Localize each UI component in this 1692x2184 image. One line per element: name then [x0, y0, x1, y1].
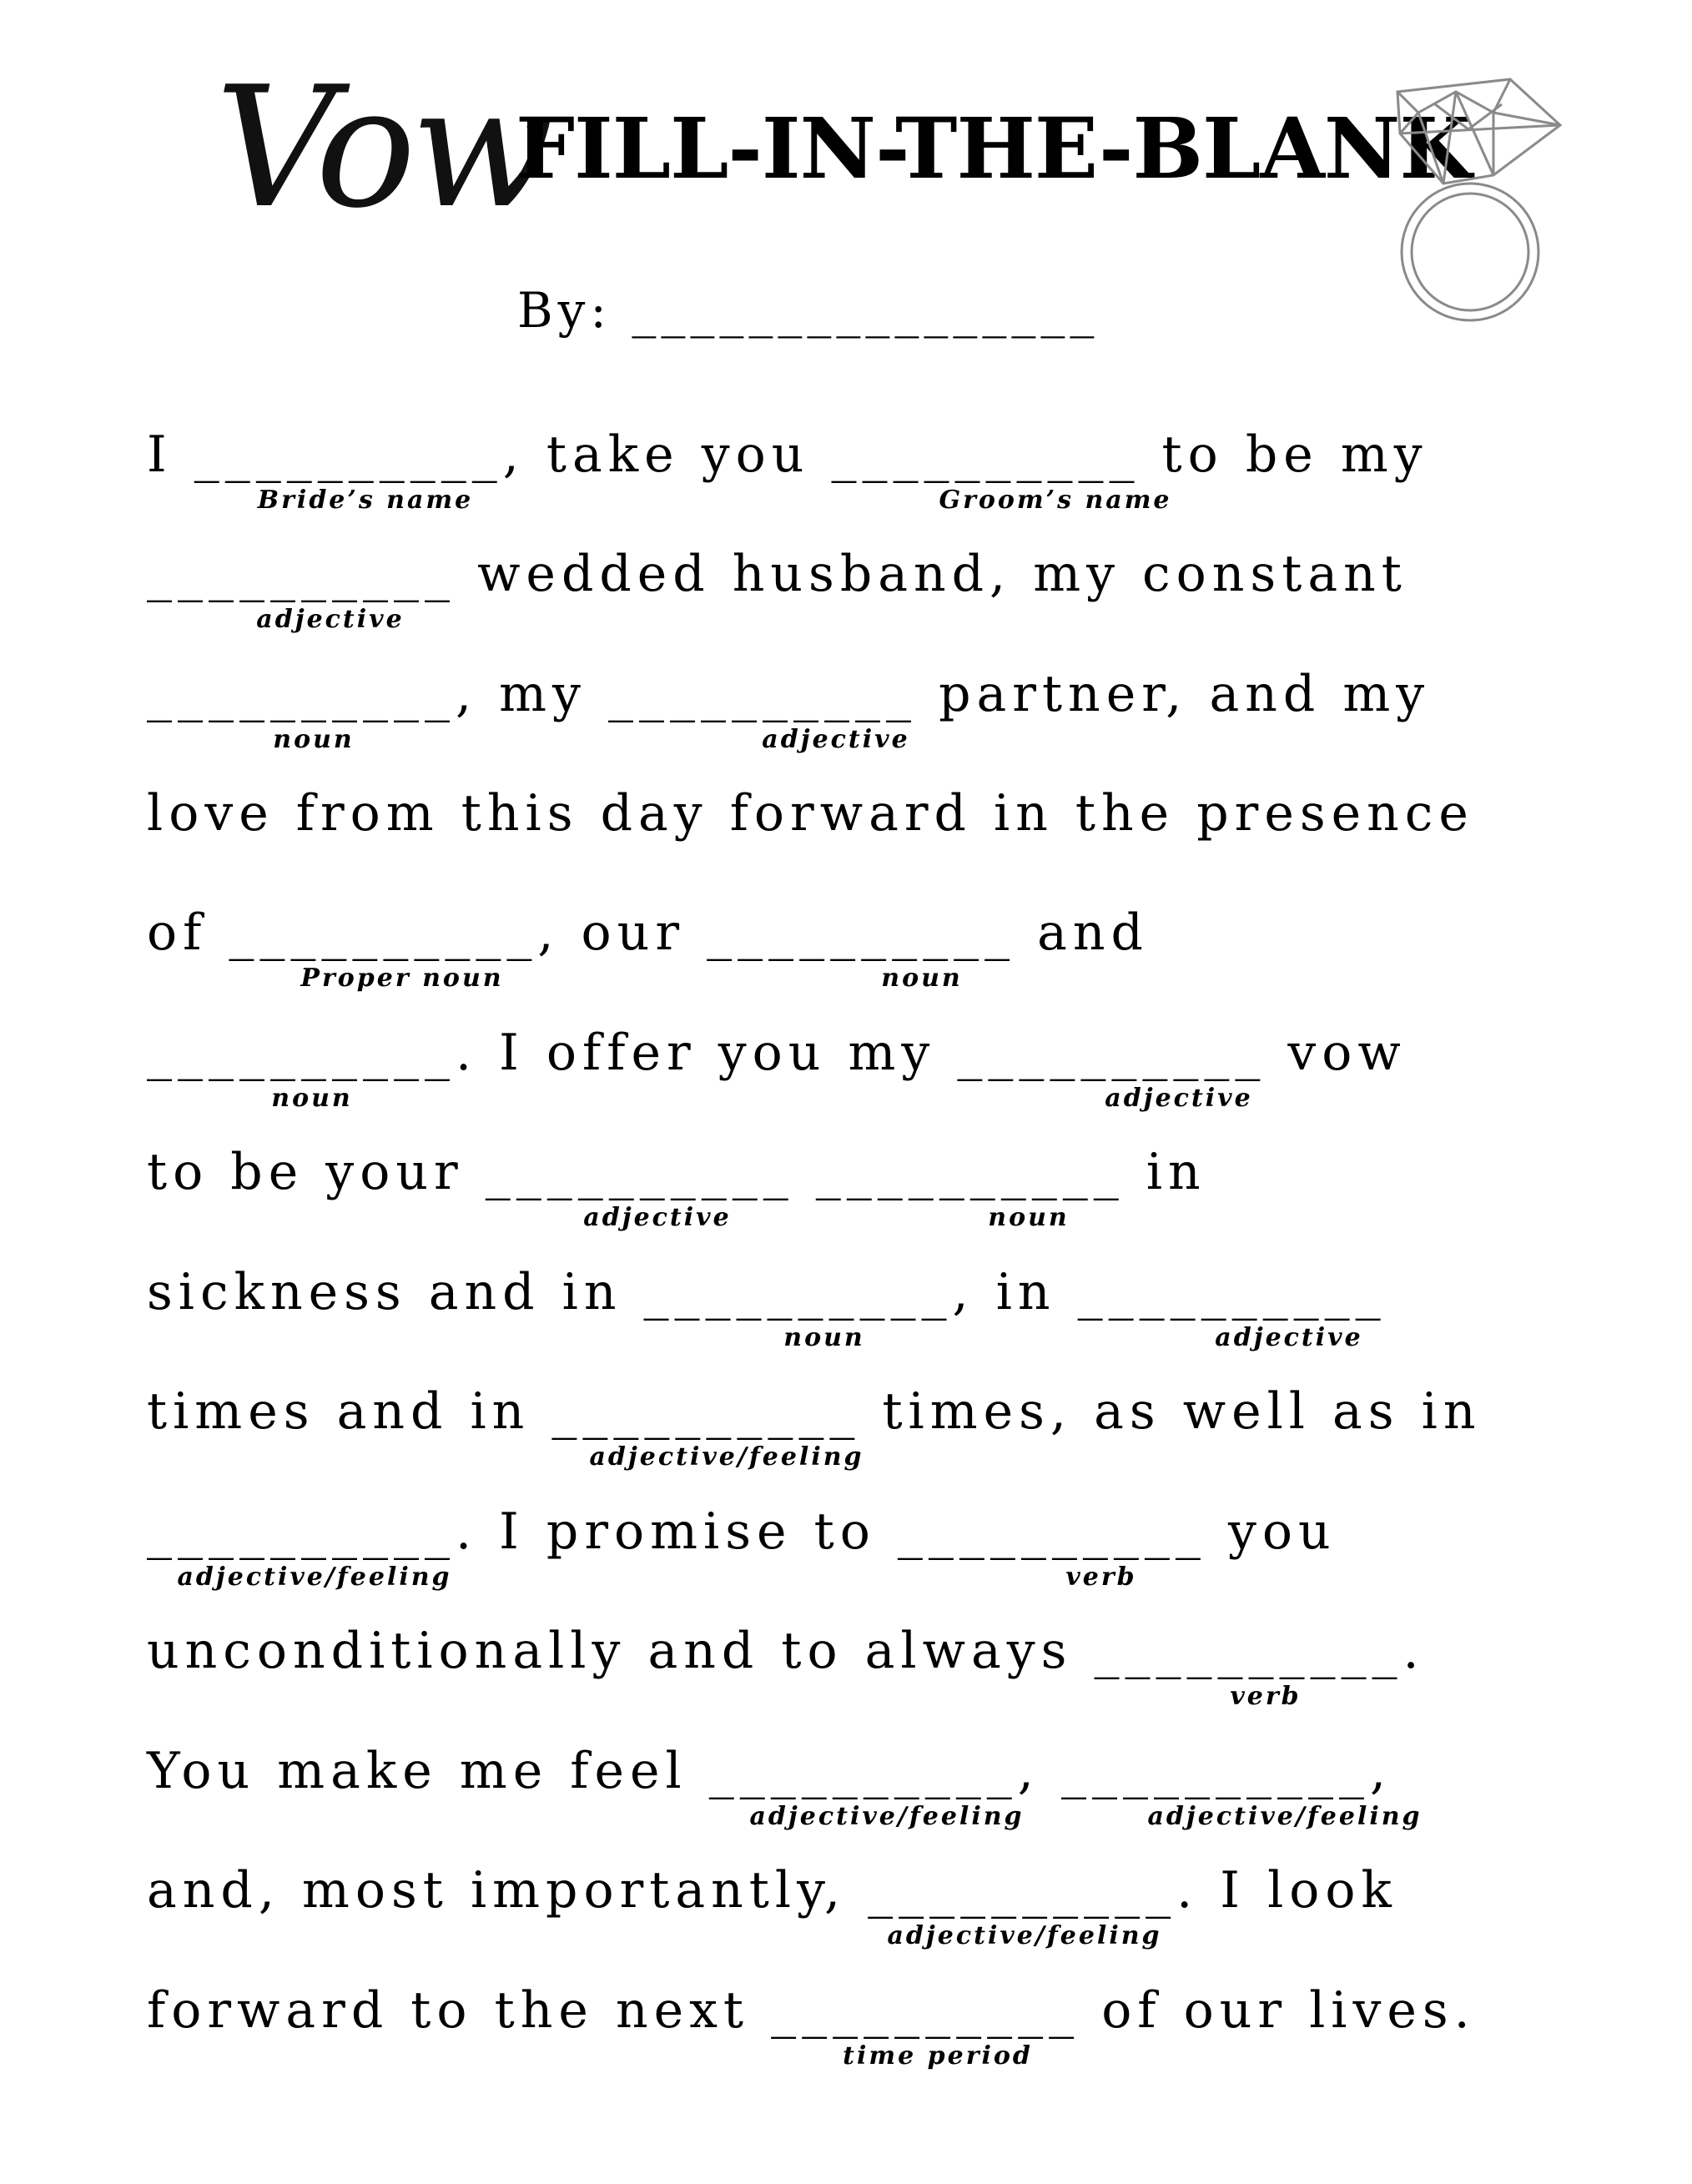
- blank-hint-label: noun: [273, 725, 355, 754]
- blank-hint-label: noun: [271, 1084, 353, 1113]
- blank-hint-label: adjective: [256, 605, 405, 634]
- blank-hint-label: Bride’s name: [257, 486, 474, 515]
- vow-line: times and in __________ times, as well as in: [147, 1382, 1482, 1441]
- blank-hint-label: verb: [1065, 1563, 1137, 1592]
- vow-line: __________. I promise to __________ you: [147, 1502, 1337, 1561]
- page-title: FILL-IN-THE-BLANK: [516, 99, 1472, 198]
- blank-hint-label: noun: [988, 1203, 1070, 1232]
- blank-hint-label: Proper noun: [300, 964, 504, 993]
- blank-hint-label: adjective: [1215, 1323, 1363, 1352]
- vow-line: __________, my __________ partner, and my: [147, 665, 1431, 723]
- blank-hint-label: time period: [843, 2041, 1033, 2071]
- vow-line: __________ wedded husband, my constant: [147, 545, 1407, 603]
- blank-hint-label: noun: [881, 964, 963, 993]
- blank-hint-label: noun: [783, 1323, 865, 1352]
- blank-hint-label: adjective/feeling: [1147, 1802, 1423, 1831]
- vow-line: of __________, our __________ and: [147, 903, 1149, 962]
- vow-line: __________. I offer you my __________ vow: [147, 1024, 1407, 1082]
- title-script-vow: Vow: [215, 51, 549, 245]
- blank-hint-label: adjective/feeling: [589, 1442, 864, 1472]
- blank-hint-label: Groom’s name: [939, 486, 1172, 515]
- vow-line: You make me feel __________, __________,: [147, 1742, 1392, 1800]
- author-line: By: ________________: [517, 282, 1100, 339]
- blank-hint-label: adjective/feeling: [749, 1802, 1025, 1831]
- vow-line: forward to the next __________ of our lives.: [147, 1981, 1476, 2040]
- vow-line: sickness and in __________, in __________: [147, 1263, 1387, 1321]
- vow-line: unconditionally and to always __________.: [147, 1622, 1425, 1680]
- vow-line: and, most importantly, __________. I look: [147, 1861, 1397, 1920]
- diamond-ring-icon: [1368, 75, 1569, 325]
- vow-line: I __________, take you __________ to be my: [147, 425, 1428, 484]
- blank-hint-label: adjective/feeling: [887, 1921, 1162, 1950]
- blank-hint-label: adjective: [1105, 1084, 1253, 1113]
- vow-line: to be your __________ __________ in: [147, 1143, 1206, 1201]
- blank-hint-label: adjective: [762, 725, 910, 754]
- blank-hint-label: adjective: [583, 1203, 732, 1232]
- vow-line: love from this day forward in the presence: [147, 784, 1474, 843]
- blank-hint-label: verb: [1230, 1682, 1302, 1711]
- blank-hint-label: adjective/feeling: [177, 1563, 452, 1592]
